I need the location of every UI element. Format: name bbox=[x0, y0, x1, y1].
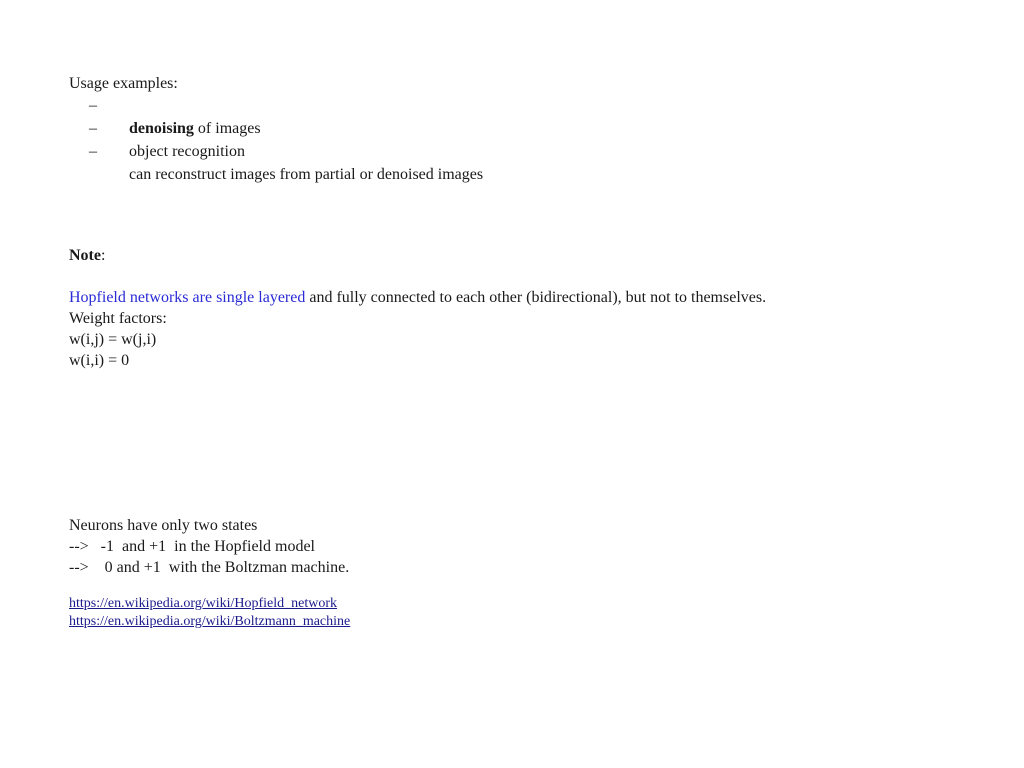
hopfield-wiki-link[interactable]: https://en.wikipedia.org/wiki/Hopfield_network bbox=[69, 596, 338, 611]
note-sentence bbox=[69, 287, 766, 308]
usage-item-text: object recognition bbox=[129, 143, 245, 160]
weight-heading: Weight factors: bbox=[69, 310, 167, 327]
boltzmann-wiki-link[interactable]: https://en.wikipedia.org/wiki/Boltzmann_machine bbox=[69, 614, 351, 629]
usage-section bbox=[69, 73, 484, 183]
usage-heading: Usage examples: bbox=[69, 75, 178, 92]
note-label-line bbox=[69, 245, 766, 266]
weight-equation-self: w(i,i) = 0 bbox=[69, 352, 130, 369]
note-colon: : bbox=[100, 247, 106, 264]
usage-item bbox=[69, 117, 483, 160]
note-label: Note bbox=[69, 247, 101, 264]
note-highlight: Hopfield networks are single layered bbox=[69, 289, 306, 306]
usage-item-text: of images bbox=[193, 120, 261, 137]
spacer bbox=[69, 266, 766, 287]
dash-bullet-icon: – bbox=[89, 97, 97, 114]
usage-item bbox=[69, 94, 483, 137]
neurons-boltzmann-states: --> 0 and +1 with the Boltzman machine. bbox=[69, 559, 350, 576]
usage-item-bold: denoising bbox=[129, 120, 194, 137]
neurons-section bbox=[69, 515, 349, 578]
weight-equation-symmetric: w(i,j) = w(j,i) bbox=[69, 331, 157, 348]
dash-bullet-icon: – bbox=[89, 120, 97, 137]
links-section bbox=[69, 595, 350, 631]
neurons-heading: Neurons have only two states bbox=[69, 517, 258, 534]
dash-bullet-icon: – bbox=[89, 143, 97, 160]
note-rest: and fully connected to each other (bidirectional), but not to themselves. bbox=[305, 289, 767, 306]
usage-item bbox=[69, 140, 484, 183]
neurons-hopfield-states: --> -1 and +1 in the Hopfield model bbox=[69, 538, 315, 555]
note-section bbox=[69, 245, 766, 371]
usage-item-text: can reconstruct images from partial or denoised images bbox=[129, 166, 484, 183]
